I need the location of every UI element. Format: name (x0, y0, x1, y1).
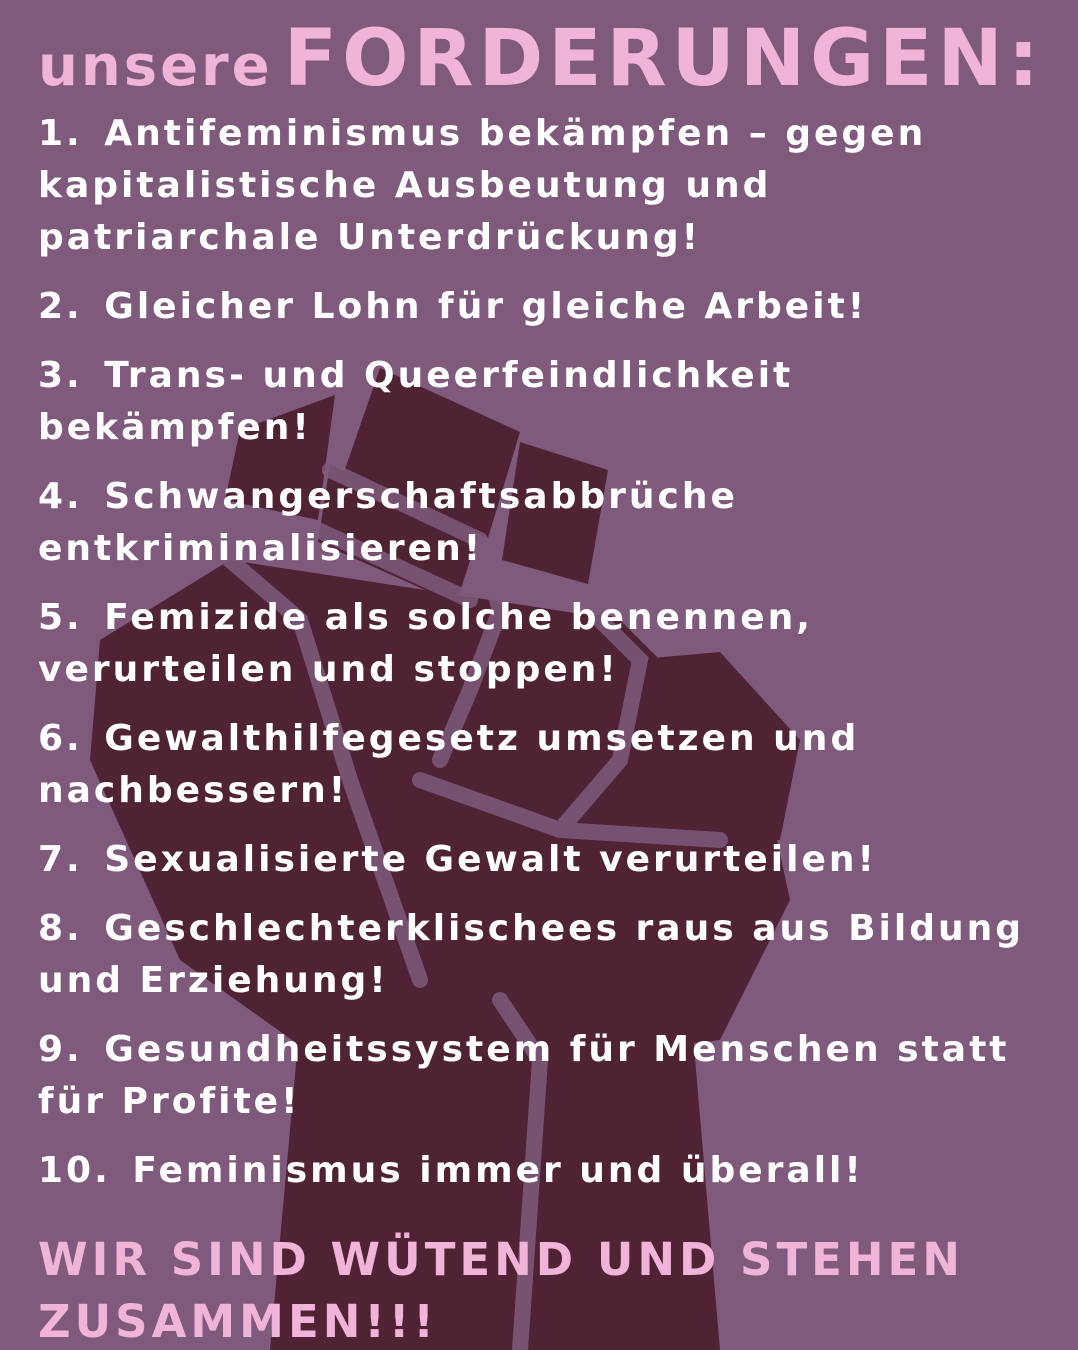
demand-number: 2. (38, 286, 83, 327)
demand-item (38, 834, 1058, 886)
demand-item (38, 713, 1058, 817)
headline (38, 14, 1058, 104)
demand-item (38, 903, 1058, 1007)
demand-item (38, 281, 1058, 333)
demand-number: 7. (38, 839, 83, 880)
demand-text: Femizide als solche benennen, verurteilen und stoppen! (38, 597, 813, 690)
demand-number: 10. (38, 1150, 111, 1191)
demand-text: Antifeminismus bekämpfen – gegen kapitalistische Ausbeutung und patriarchale Unterdrückung! (38, 113, 927, 258)
demand-number: 8. (38, 908, 83, 949)
demand-number: 9. (38, 1029, 83, 1070)
demand-number: 6. (38, 718, 83, 759)
demand-text: Schwangerschaftsabbrüche entkriminalisieren! (38, 476, 738, 569)
closing-slogan: WIR SIND WÜTEND UND STEHEN ZUSAMMEN!!! (38, 1233, 964, 1348)
demands-list (38, 108, 1058, 1197)
demand-text: Trans- und Queerfeindlichkeit bekämpfen! (38, 355, 794, 448)
demand-text: Gewalthilfegesetz umsetzen und nachbessern! (38, 718, 860, 811)
demand-text: Gleicher Lohn für gleiche Arbeit! (104, 286, 868, 327)
demand-number: 5. (38, 597, 83, 638)
demand-number: 3. (38, 355, 83, 396)
demand-item (38, 592, 1058, 696)
demand-item (38, 471, 1058, 575)
demand-item (38, 108, 1058, 264)
demand-text: Geschlechterklischees raus aus Bildung und Erziehung! (38, 908, 1024, 1001)
headline-prefix: unsere (38, 34, 273, 99)
demand-text: Sexualisierte Gewalt verurteilen! (104, 839, 877, 880)
demand-item (38, 1024, 1058, 1128)
headline-main: FORDERUNGEN: (283, 14, 1044, 104)
demand-item (38, 350, 1058, 454)
demand-number: 4. (38, 476, 83, 517)
demand-text: Gesundheitssystem für Menschen statt für Profite! (38, 1029, 1010, 1122)
demand-item (38, 1145, 1058, 1197)
content (38, 14, 1058, 1350)
demand-text: Feminismus immer und überall! (132, 1150, 864, 1191)
demand-number: 1. (38, 113, 83, 154)
